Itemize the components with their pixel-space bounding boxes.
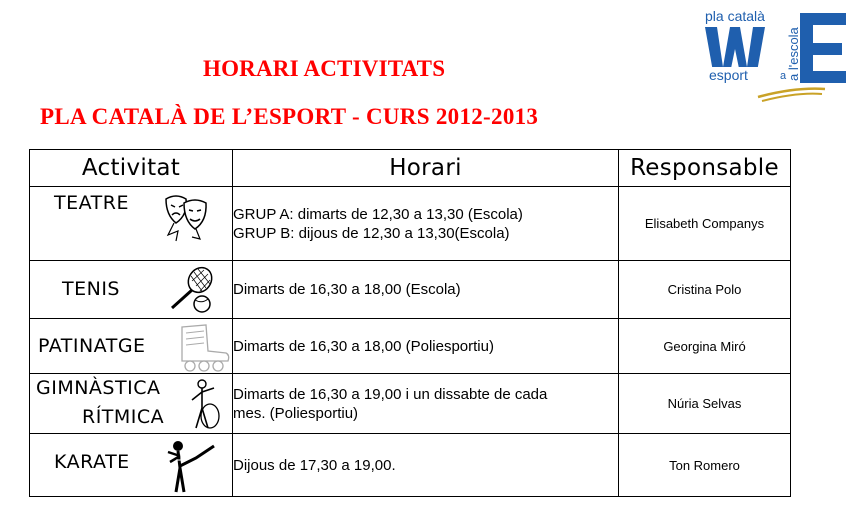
title-line-2: PLA CATALÀ DE L’ESPORT - CURS 2012-2013 (40, 104, 539, 129)
logo-bottom-text: esport (709, 67, 748, 83)
schedule-line: Dimarts de 16,30 a 19,00 i un dissabte de cada (233, 385, 548, 403)
table-header-row (30, 150, 791, 187)
activity-name: PATINATGE (38, 335, 146, 357)
header-responsible: Responsable (619, 150, 791, 187)
activity-cell (30, 261, 233, 319)
pla-catala-logo (700, 5, 850, 105)
table-row (30, 319, 791, 374)
activity-name: KARATE (54, 451, 130, 473)
schedule-cell (233, 187, 619, 261)
theatre-masks-icon (162, 191, 210, 247)
activity-name: TEATRE (54, 192, 129, 214)
title-line-1: HORARI ACTIVITATS (203, 56, 446, 81)
table-row (30, 187, 791, 261)
logo-graphic (700, 5, 850, 105)
responsible-cell: Georgina Miró (619, 319, 791, 374)
tennis-racket-icon (166, 264, 218, 316)
table-row (30, 374, 791, 434)
schedule-line: GRUP A: dimarts de 12,30 a 13,30 (Escola) (233, 205, 523, 223)
schedule-cell (233, 374, 619, 434)
logo-a-text: a (780, 70, 787, 82)
activity-cell (30, 187, 233, 261)
schedule-line: mes. (Poliesportiu) (233, 404, 359, 422)
responsible-cell: Núria Selvas (619, 374, 791, 434)
logo-side-text: a l'escola (786, 27, 801, 81)
responsible-cell: Cristina Polo (619, 261, 791, 319)
activity-cell (30, 319, 233, 374)
karate-kick-icon (162, 438, 218, 494)
schedule-line: Dimarts de 16,30 a 18,00 (Poliesportiu) (233, 337, 494, 355)
activity-name-line-1: GIMNÀSTICA (36, 377, 161, 399)
table-row (30, 261, 791, 319)
activity-name-line-2: RÍTMICA (82, 406, 165, 428)
schedule-cell (233, 319, 619, 374)
logo-top-text: pla català (705, 8, 765, 24)
header-activity: Activitat (30, 150, 233, 187)
header-schedule: Horari (233, 150, 619, 187)
roller-skate-icon (176, 321, 232, 373)
responsible-cell: Elisabeth Companys (619, 187, 791, 261)
gymnast-icon (188, 378, 222, 432)
schedule-cell (233, 261, 619, 319)
schedule-line: Dijous de 17,30 a 19,00. (233, 456, 396, 474)
schedule-table (29, 149, 791, 497)
activity-cell (30, 374, 233, 434)
schedule-line: GRUP B: dijous de 12,30 a 13,30(Escola) (233, 224, 510, 242)
schedule-line: Dimarts de 16,30 a 18,00 (Escola) (233, 281, 461, 298)
responsible-cell: Ton Romero (619, 434, 791, 497)
activity-cell (30, 434, 233, 497)
activity-name: TENIS (62, 278, 120, 300)
schedule-cell (233, 434, 619, 497)
table-row (30, 434, 791, 497)
